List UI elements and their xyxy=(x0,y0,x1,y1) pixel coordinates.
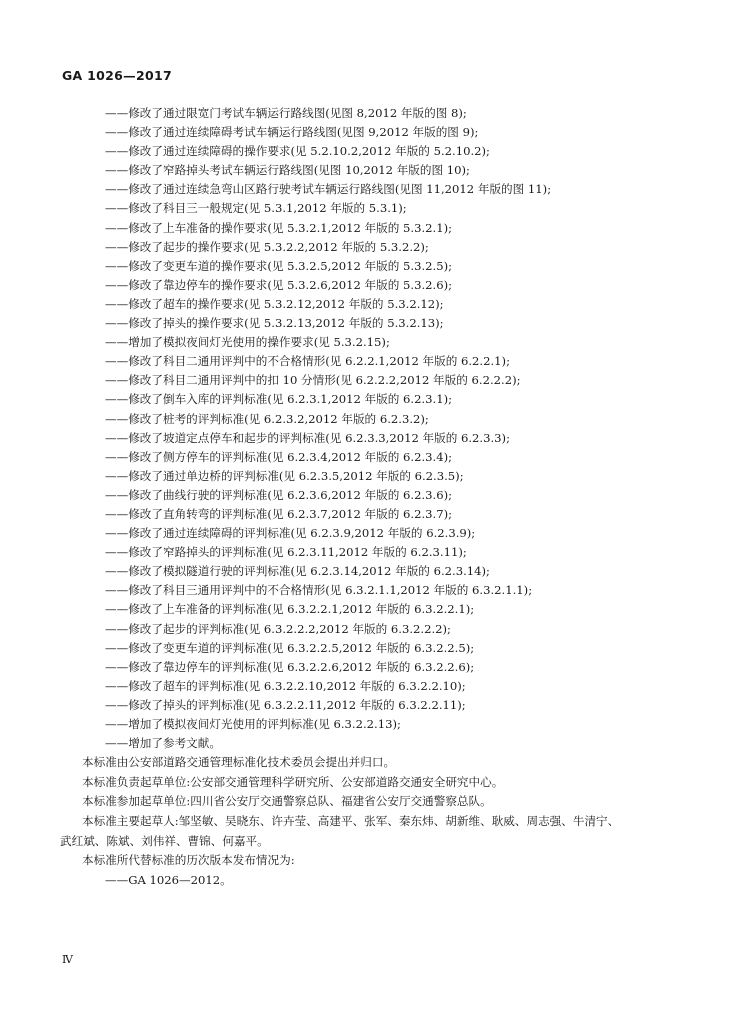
history-item: ——GA 1026—2012。 xyxy=(105,872,232,887)
list-item: ——增加了参考文献。 xyxy=(105,736,221,751)
list-item: ——修改了变更车道的评判标准(见 6.3.2.2.5,2012 年版的 6.3.2.2.5); xyxy=(105,640,475,655)
list-item: ——修改了科目三通用评判中的不合格情形(见 6.3.2.1.1,2012 年版的 6.3.2.1.1); xyxy=(105,583,533,598)
proposed-by-paragraph: 本标准由公安部道路交通管理标准化技术委员会提出并归口。 xyxy=(82,755,396,770)
list-item: ——修改了靠边停车的评判标准(见 6.3.2.2.6,2012 年版的 6.3.2.2.6); xyxy=(105,659,475,674)
list-item: ——修改了侧方停车的评判标准(见 6.2.3.4,2012 年版的 6.2.3.4); xyxy=(105,449,453,464)
list-item: ——修改了曲线行驶的评判标准(见 6.2.3.6,2012 年版的 6.2.3.6); xyxy=(105,487,453,502)
drafters-paragraph-line2: 武红斌、陈斌、刘伟祥、曹锦、何嘉平。 xyxy=(60,833,269,848)
list-item: ——修改了通过连续急弯山区路行驶考试车辆运行路线图(见图 11,2012 年版的图 11); xyxy=(105,182,552,197)
drafters-paragraph-line1: 本标准主要起草人:邹坚敏、吴晓东、许卉莹、高建平、张军、秦东炜、胡新维、耿威、周志强、牛清宁、 xyxy=(82,813,620,828)
list-item: ——修改了超车的评判标准(见 6.3.2.2.10,2012 年版的 6.3.2.2.10); xyxy=(105,678,466,693)
list-item: ——修改了通过单边桥的评判标准(见 6.2.3.5,2012 年版的 6.2.3.5); xyxy=(105,468,464,483)
change-list xyxy=(60,104,680,753)
list-item: ——修改了掉头的评判标准(见 6.3.2.2.11,2012 年版的 6.3.2.2.11); xyxy=(105,697,466,712)
list-item: ——修改了超车的操作要求(见 5.3.2.12,2012 年版的 5.3.2.12); xyxy=(105,296,444,311)
list-item: ——修改了起步的操作要求(见 5.3.2.2,2012 年版的 5.3.2.2); xyxy=(105,239,429,254)
list-item: ——修改了模拟隧道行驶的评判标准(见 6.2.3.14,2012 年版的 6.2.3.14); xyxy=(105,564,490,579)
list-item: ——修改了科目三一般规定(见 5.3.1,2012 年版的 5.3.1); xyxy=(105,201,407,216)
list-item: ——修改了坡道定点停车和起步的评判标准(见 6.2.3.3,2012 年版的 6.2.3.3); xyxy=(105,430,510,445)
list-item: ——修改了科目二通用评判中的不合格情形(见 6.2.2.1,2012 年版的 6.2.2.1); xyxy=(105,354,510,369)
standard-number-header: GA 1026—2017 xyxy=(62,68,172,83)
list-item: ——修改了通过连续障碍的操作要求(见 5.2.10.2,2012 年版的 5.2.10.2); xyxy=(105,144,490,159)
document-body xyxy=(60,104,680,890)
list-item: ——修改了起步的评判标准(见 6.3.2.2.2,2012 年版的 6.3.2.2.2); xyxy=(105,621,451,636)
list-item: ——修改了上车准备的操作要求(见 5.3.2.1,2012 年版的 5.3.2.1); xyxy=(105,220,453,235)
list-item: ——修改了上车准备的评判标准(见 6.3.2.2.1,2012 年版的 6.3.2.2.1); xyxy=(105,602,475,617)
list-item: ——增加了模拟夜间灯光使用的评判标准(见 6.3.2.2.13); xyxy=(105,717,401,731)
list-item: ——修改了掉头的操作要求(见 5.3.2.13,2012 年版的 5.3.2.13); xyxy=(105,316,444,331)
list-item: ——修改了科目二通用评判中的扣 10 分情形(见 6.2.2.2,2012 年版的 6.2.2.2); xyxy=(105,373,521,388)
participating-units-paragraph: 本标准参加起草单位:四川省公安厅交通警察总队、福建省公安厅交通警察总队。 xyxy=(82,794,492,809)
list-item: ——修改了靠边停车的操作要求(见 5.3.2.6,2012 年版的 5.3.2.6); xyxy=(105,277,453,292)
history-intro-paragraph: 本标准所代替标准的历次版本发布情况为: xyxy=(82,853,295,868)
list-item: ——修改了通过连续障碍考试车辆运行路线图(见图 9,2012 年版的图 9); xyxy=(105,125,479,140)
list-item: ——修改了通过限宽门考试车辆运行路线图(见图 8,2012 年版的图 8); xyxy=(105,106,467,120)
list-item: ——修改了通过连续障碍的评判标准(见 6.2.3.9,2012 年版的 6.2.3.9); xyxy=(105,526,476,541)
list-item: ——修改了倒车入库的评判标准(见 6.2.3.1,2012 年版的 6.2.3.1); xyxy=(105,392,453,407)
drafting-unit-paragraph: 本标准负责起草单位:公安部交通管理科学研究所、公安部道路交通安全研究中心。 xyxy=(82,774,504,789)
list-item: ——修改了变更车道的操作要求(见 5.3.2.5,2012 年版的 5.3.2.5); xyxy=(105,258,453,273)
list-item: ——修改了桩考的评判标准(见 6.2.3.2,2012 年版的 6.2.3.2); xyxy=(105,411,429,426)
list-item: ——修改了窄路掉头的评判标准(见 6.2.3.11,2012 年版的 6.2.3.11); xyxy=(105,545,467,560)
page-number: Ⅳ xyxy=(62,953,73,966)
list-item: ——修改了直角转弯的评判标准(见 6.2.3.7,2012 年版的 6.2.3.7); xyxy=(105,506,453,521)
list-item: ——增加了模拟夜间灯光使用的操作要求(见 5.3.2.15); xyxy=(105,335,390,350)
list-item: ——修改了窄路掉头考试车辆运行路线图(见图 10,2012 年版的图 10); xyxy=(105,163,470,178)
